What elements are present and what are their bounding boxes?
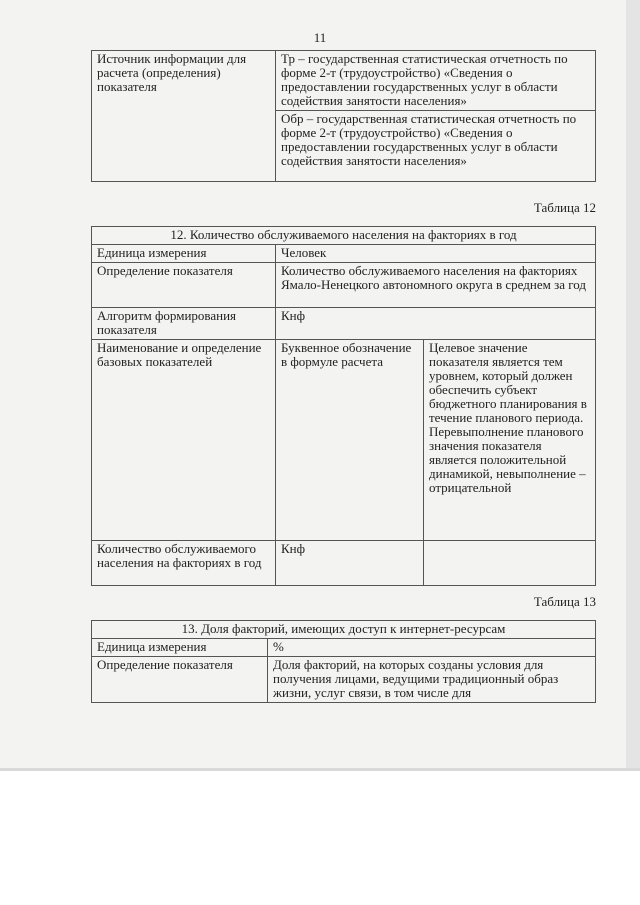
table12-algorithm-label: Алгоритм формирования показателя [92,308,276,340]
page-edge-bottom [0,768,640,771]
table12-base-letter: Буквенное обозначение в формуле расчета [276,340,424,541]
page-edge-right [626,0,640,770]
table13-definition-value: Доля факторий, на которых созданы условия для получения лицами, ведущими традиционный образ жизни, услуг связи, в том числе для [268,657,596,703]
table12-base-label: Наименование и определение базовых показателей [92,340,276,541]
table-row [92,308,596,340]
table-row [92,245,596,263]
table12-definition-label: Определение показателя [92,263,276,308]
table13-caption: Таблица 13 [533,594,596,609]
table12-title: 12. Количество обслуживаемого населения на факториях в год [92,227,596,245]
table-13 [91,620,596,703]
table-prev-continuation [91,50,596,182]
table13-title: 13. Доля факторий, имеющих доступ к интернет-ресурсам [92,621,596,639]
table12-unit-value: Человек [276,245,596,263]
table-row [92,263,596,308]
table12-row-name: Количество обслуживаемого населения на факториях в год [92,541,276,586]
table12-unit-label: Единица измерения [92,245,276,263]
table12-base-target: Целевое значение показателя является тем уровнем, который должен обеспечить субъект бюджетного планирования в течение планового периода. Перевыполнение планового значения показателя является положительной динамикой, невыполнение – отрицательной [424,340,596,541]
table-row [92,657,596,703]
table-row [92,340,596,541]
page-number: 11 [313,30,327,45]
table12-row-letter: Кнф [276,541,424,586]
table12-algorithm-value: Кнф [276,308,596,340]
table-row [92,51,596,111]
table13-unit-label: Единица измерения [92,639,268,657]
table12-caption: Таблица 12 [533,200,596,215]
source-tr-cell: Тр – государственная статистическая отчетность по форме 2-т (трудоустройство) «Сведения о предоставлении государственных услуг в области содействия занятости населения» [276,51,596,111]
table-row [92,639,596,657]
source-obr-cell: Обр – государственная статистическая отчетность по форме 2-т (трудоустройство) «Сведения о предоставлении государственных услуг в области содействия занятости населения» [276,111,596,182]
source-label-cell: Источник информации для расчета (определения) показателя [92,51,276,182]
table12-definition-value: Количество обслуживаемого населения на факториях Ямало-Ненецкого автономного округа в среднем за год [276,263,596,308]
table-row [92,541,596,586]
table13-definition-label: Определение показателя [92,657,268,703]
table-row [92,621,596,639]
table12-row-target [424,541,596,586]
table13-unit-value: % [268,639,596,657]
table-12 [91,226,596,586]
table-row [92,227,596,245]
